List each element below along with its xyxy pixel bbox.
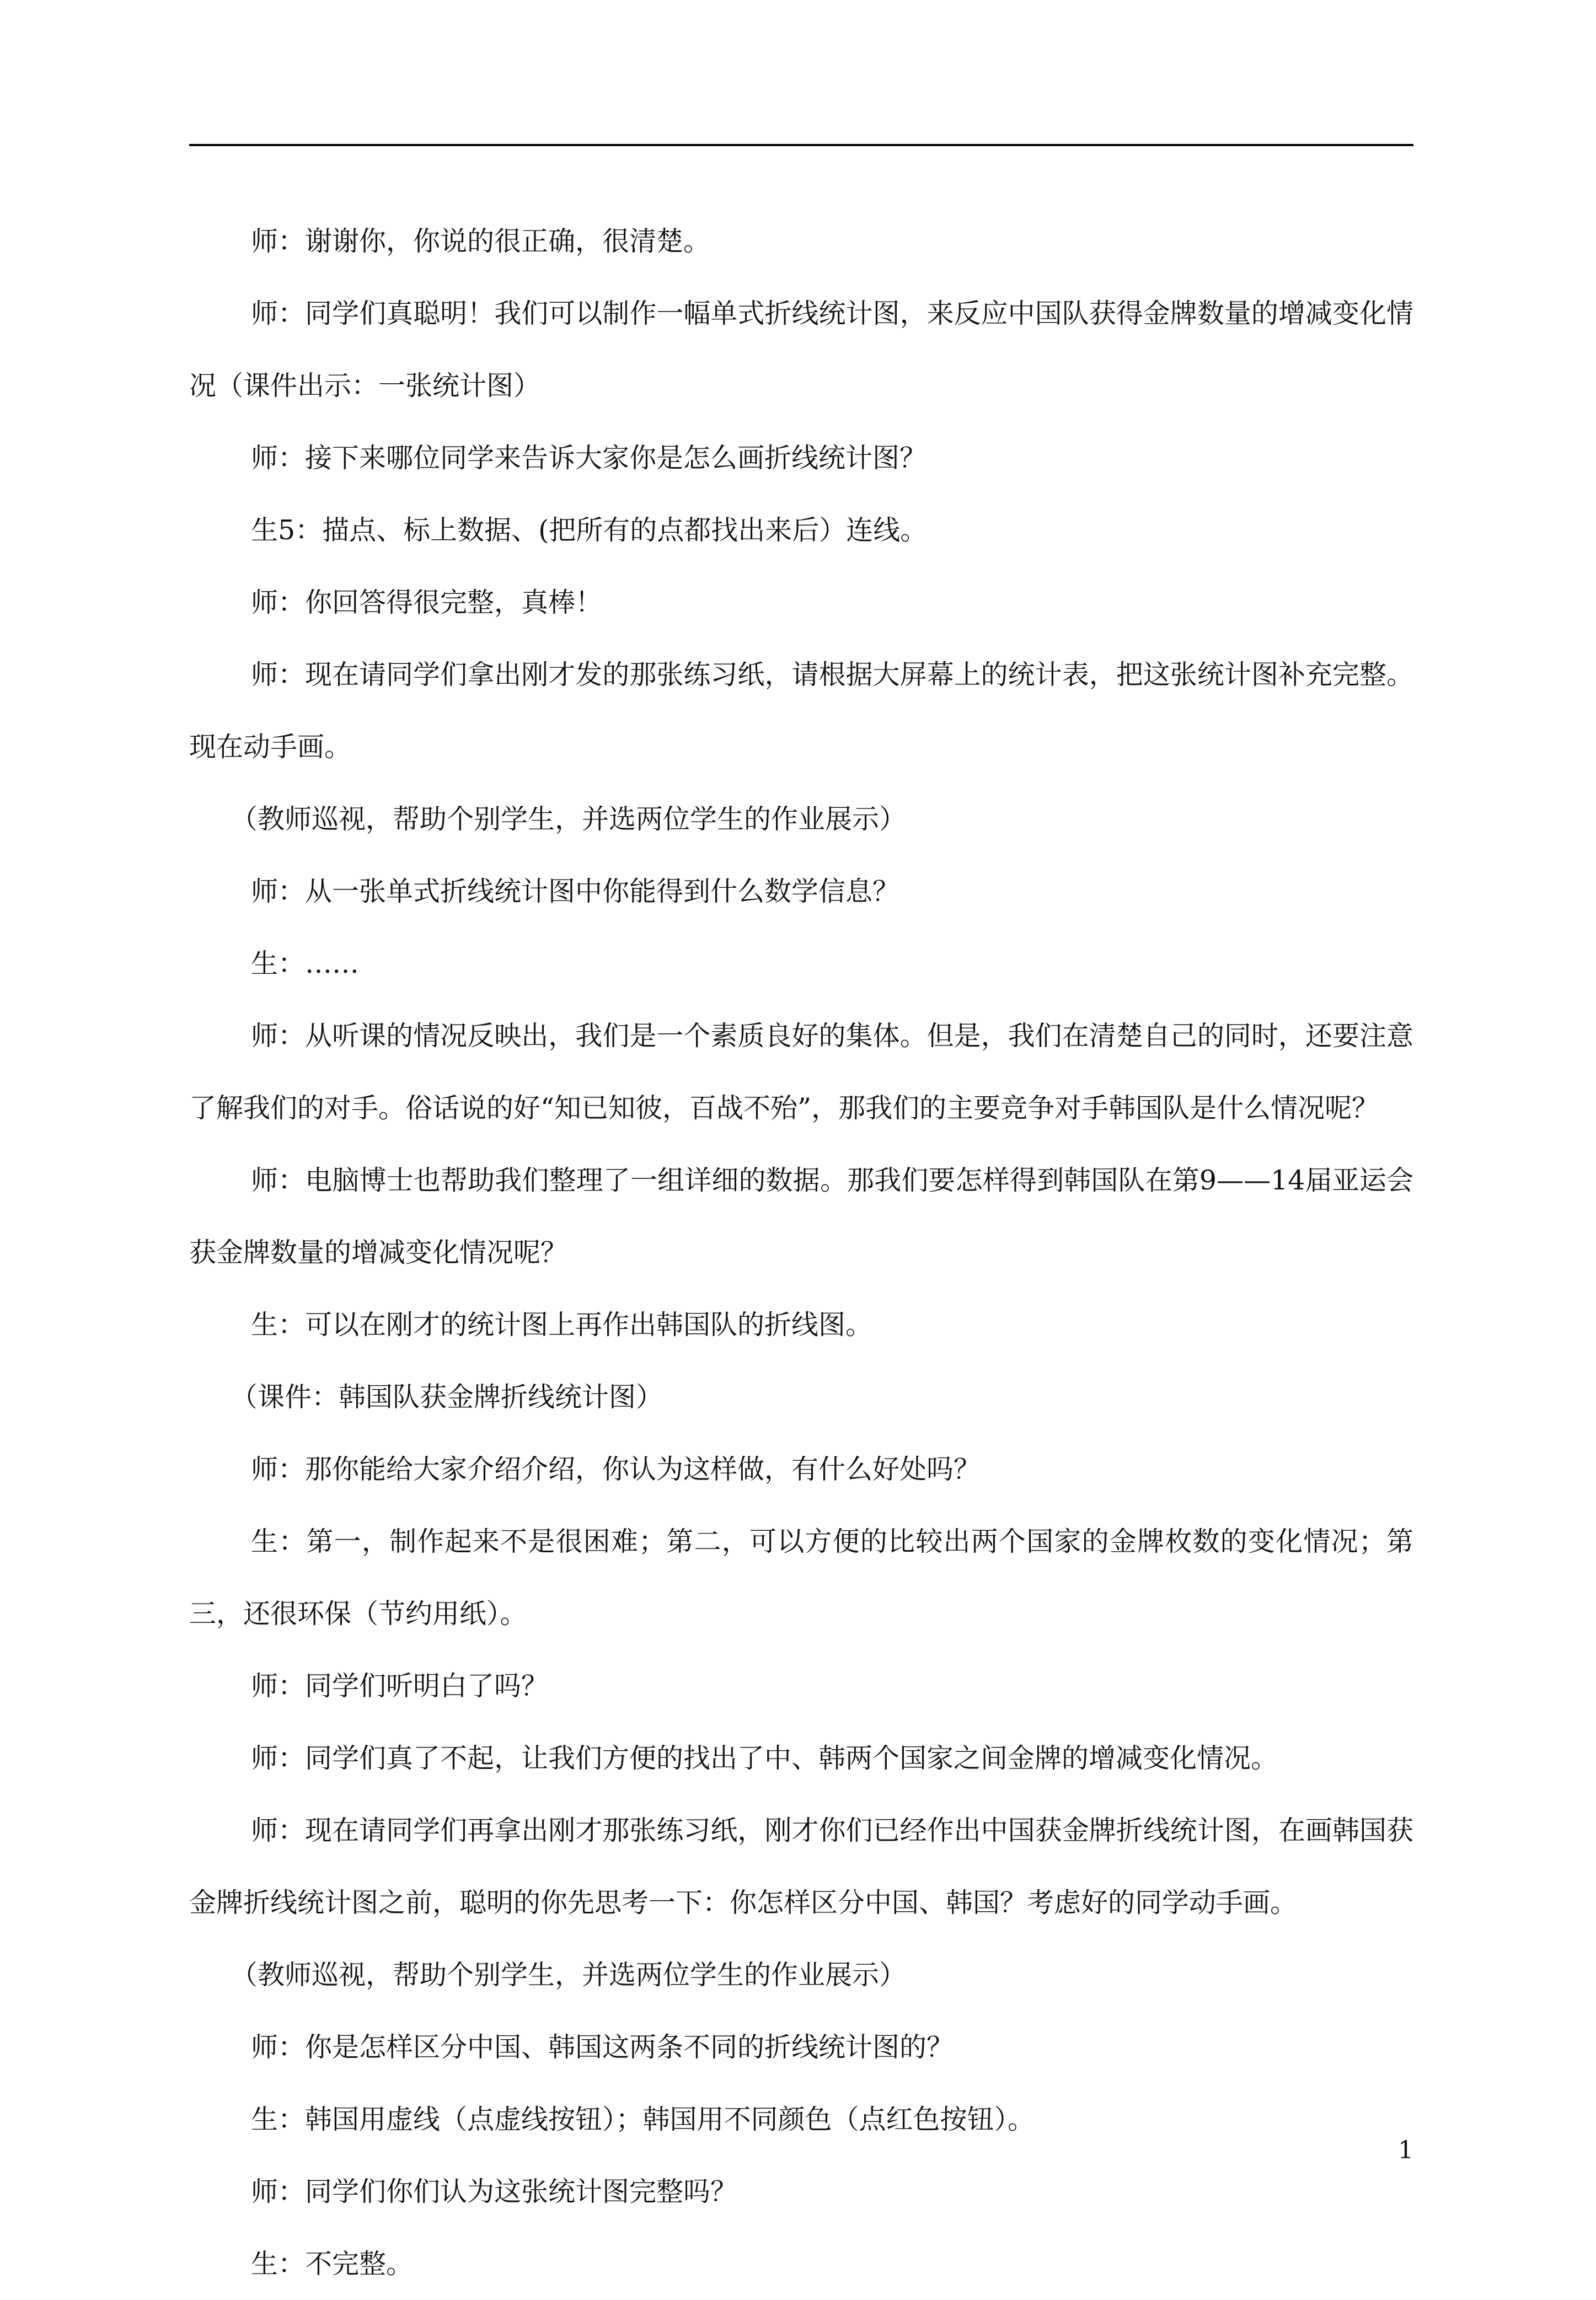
paragraph: 师：现在请同学们再拿出刚才那张练习纸，刚才你们已经作出中国获金牌折线统计图，在画韩国获金牌折线统计图之前，聪明的你先思考一下：你怎样区分中国、韩国？考虑好的同学动手画。 — [189, 1815, 1413, 1918]
page-number: 1 — [1398, 2136, 1413, 2164]
paragraph: 生5：描点、标上数据、(把所有的点都找出来后）连线。 — [251, 514, 928, 546]
paragraph: 师：接下来哪位同学来告诉大家你是怎么画折线统计图？ — [251, 442, 927, 474]
stage-direction: （教师巡视，帮助个别学生，并选两位学生的作业展示） — [231, 1959, 907, 1991]
header-rule — [189, 144, 1413, 146]
paragraph: 生：第一，制作起来不是很困难；第二，可以方便的比较出两个国家的金牌枚数的变化情况；第三，还很环保（节约用纸）。 — [189, 1526, 1413, 1629]
document-body — [189, 205, 1413, 2300]
paragraph: 师：同学们真了不起，让我们方便的找出了中、韩两个国家之间金牌的增减变化情况。 — [251, 1743, 1278, 1774]
paragraph: 师：同学们真聪明！我们可以制作一幅单式折线统计图，来反应中国队获得金牌数量的增减变化情况（课件出示：一张统计图） — [189, 298, 1413, 401]
paragraph: 师：谢谢你，你说的很正确，很清楚。 — [251, 226, 711, 257]
paragraph: 师：从一张单式折线统计图中你能得到什么数学信息？ — [251, 876, 900, 907]
paragraph: 师：你是怎样区分中国、韩国这两条不同的折线统计图的？ — [251, 2031, 954, 2063]
paragraph: 生：韩国用虚线（点虚线按钮）；韩国用不同颜色（点红色按钮）。 — [251, 2104, 1035, 2135]
paragraph: 师：电脑博士也帮助我们整理了一组详细的数据。那我们要怎样得到韩国队在第9——14届亚运会获金牌数量的增减变化情况呢？ — [189, 1165, 1413, 1268]
stage-direction: （课件：韩国队获金牌折线统计图） — [231, 1381, 663, 1413]
paragraph: 师：现在请同学们拿出刚才发的那张练习纸，请根据大屏幕上的统计表，把这张统计图补充完整。现在动手画。 — [189, 659, 1413, 763]
paragraph: 师：同学们你们认为这张统计图完整吗？ — [251, 2176, 738, 2207]
stage-direction: （教师巡视，帮助个别学生，并选两位学生的作业展示） — [231, 803, 907, 835]
paragraph: 师：你回答得很完整，真棒！ — [251, 587, 603, 618]
paragraph: 生：不完整。 — [251, 2248, 414, 2280]
paragraph: 生：可以在刚才的统计图上再作出韩国队的折线图。 — [251, 1309, 873, 1341]
paragraph: 生：…… — [251, 948, 360, 979]
paragraph: 师：那你能给大家介绍介绍，你认为这样做，有什么好处吗？ — [251, 1454, 981, 1485]
paragraph: 师：从听课的情况反映出，我们是一个素质良好的集体。但是，我们在清楚自己的同时，还要注意了解我们的对手。俗话说的好“知已知彼，百战不殆”，那我们的主要竞争对手韩国队是什么情况呢？ — [189, 1020, 1413, 1124]
paragraph: 师：同学们听明白了吗？ — [251, 1670, 549, 1702]
